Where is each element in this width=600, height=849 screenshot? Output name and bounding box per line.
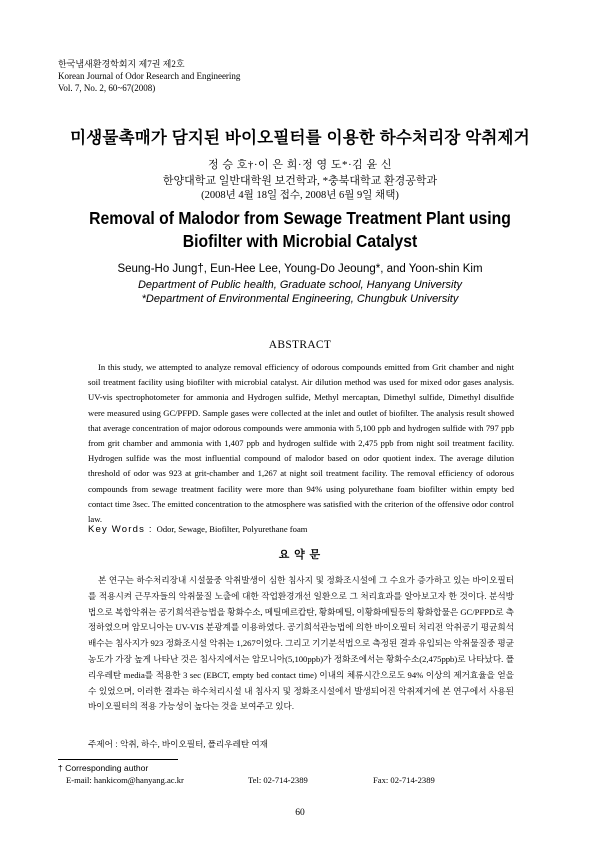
keywords-line [88,524,307,535]
author-telephone: Tel: 02-714-2389 [248,775,308,785]
korean-keywords-line [88,738,268,750]
korean-title: 미생물촉매가 담지된 바이오필터를 이용한 하수처리장 악취제거 [70,129,530,147]
journal-volume: Vol. 7, No. 2, 60~67(2008) [58,83,156,93]
corresponding-author-note: † Corresponding author [58,763,149,773]
korean-affiliation: 한양대학교 일반대학원 보건학과, *충북대학교 환경공학과 [162,175,438,187]
abstract-text: In this study, we attempted to analyze removal efficiency of odorous compounds emitted from Grit chamber and night soil treatment facility using biofilter with microbial catalyst. Air dilution method was used for mixed odor gases analysis. UV-vis spectrophotometer for ammonia and Hydrogen sulfide, Methyl mercaptan, Dimethyl sulfide, Dimethyl disulfide were measured using GC/PFPD. Sample gases were collected at the inlet and outlet of biofilter. The analysis result showed that average concentration of major odorous compounds were ammonia with 5,100 ppb and hydrogen sulfide with 797 ppb from grit chamber and ammonia with 1,407 ppb and hydrogen sulfide with 2,475 ppb from night soil treatment facility. Hydrogen sulfide was the most influential compound of malodor based on odor quotient index. The average dilution threshold of odor was 923 at grit-chamber and 1,267 at night soil treatment facility. The removal efficiency of odorous compounds from sewage treatment facility were more than 94% using polyurethane foam biofilter within empty bed contact time 3sec. The emitted concentration to the atmosphere was satisfied with the criterion of the offensive odor control law. [88,362,514,525]
korean-authors: 정 승 호†·이 은 희·정 영 도*·김 윤 신 [207,159,392,171]
korean-abstract-text: 본 연구는 하수처리장내 시설물중 악취발생이 심한 침사지 및 정화조시설에 그 수요가 증가하고 있는 바이오필터를 적용시켜 근무자들의 악취물질 노출에 대한 작업환경개선 일환으로 그 처리효과를 알아보고자 한 것이다. 분석방법으로 복합악취는 공기희석관능법을 황화수소, 메틸메르캅탄, 황화메틸, 이황화메틸등의 황화합물은 GC/PFPD로 측정하였으며 암모니아는 UV-VIS 분광계를 이용하였다. 공기희석관능법에 의한 바이오필터 처리전 악취공기 평균희석배수는 침사지가 923 정화조시설 악취는 1,267이었다. 그리고 기기분석법으로 측정된 결과 유입되는 악취물질중 평균농도가 가장 높게 나타난 것은 침사지에서는 암모니아(5,100ppb)가 정화조에서는 황화수소(2,475ppb)로 나타났다. 폴리우레탄 media를 적용한 3 sec (EBCT, empty bed contact time) 이내의 체류시간으로도 94% 이상의 제거효율을 얻을 수 있었으며, 이러한 결과는 하수처리시설 내 침사지 및 정화조시설에서 발생되어진 악취제거에 본 연구에서 사용된 바이오필터의 적용 가능성이 높다는 것을 보여주고 있다. [88,575,514,712]
keywords-label: Key Words : [88,524,157,535]
korean-keywords-value: 악취, 하수, 바이오필터, 폴리우레탄 여재 [120,739,268,749]
english-affiliation-1: Department of Public health, Graduate school, Hanyang University [137,279,463,291]
journal-name-english: Korean Journal of Odor Research and Engineering [58,71,241,81]
author-email: E-mail: hankicom@hanyang.ac.kr [66,775,184,785]
english-title: Removal of Malodor from Sewage Treatment Plant using Biofilter with Microbial Catalyst [89,208,511,251]
keywords-value: Odor, Sewage, Biofilter, Polyurethane foam [156,524,308,534]
abstract-heading: ABSTRACT [268,339,332,351]
journal-name-korean: 한국냄새환경학회지 제7권 제2호 [58,59,185,69]
journal-header [58,58,240,94]
english-authors: Seung-Ho Jung†, Eun-Hee Lee, Young-Do Jeoung*, and Yoon-shin Kim [117,263,483,275]
korean-abstract-heading: 요 약 문 [278,549,322,561]
author-fax: Fax: 02-714-2389 [373,775,435,785]
received-accepted-dates: (2008년 4월 18일 접수, 2008년 6월 9일 채택) [201,190,399,201]
footnote-divider [58,759,178,760]
page-number: 60 [295,808,305,818]
english-affiliation-2: *Department of Environmental Engineering, Chungbuk University [141,293,459,305]
korean-keywords-label: 주제어 : [88,739,121,749]
